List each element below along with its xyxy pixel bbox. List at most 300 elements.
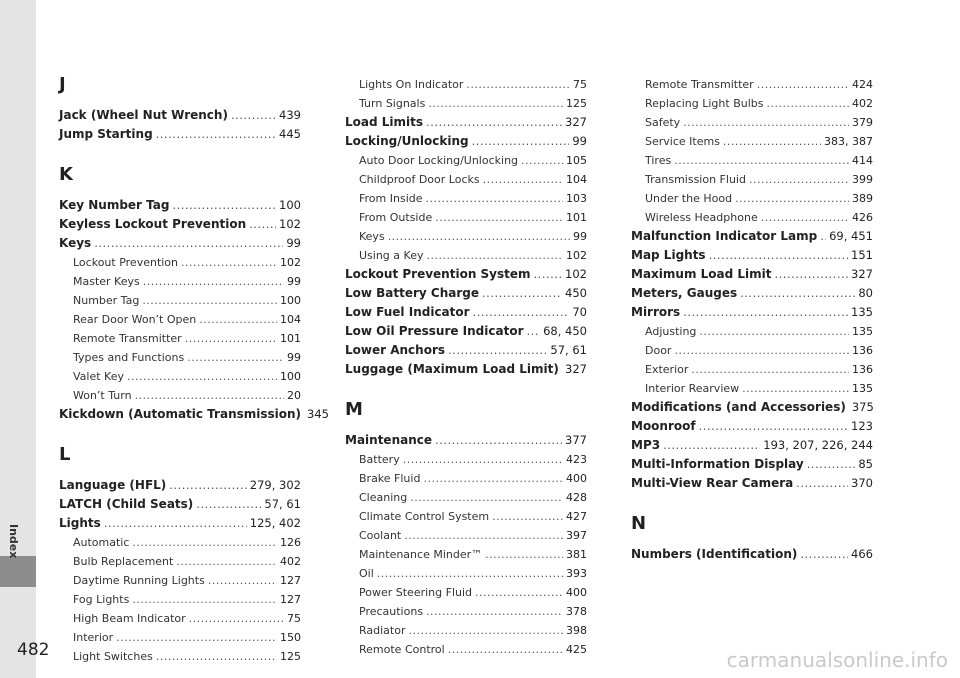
dot-leader xyxy=(761,208,849,227)
entry-term: Safety xyxy=(645,116,681,129)
entry-term: Brake Fluid xyxy=(359,472,421,485)
index-entry xyxy=(59,106,301,125)
index-subentry xyxy=(345,75,587,94)
entry-term: Lights xyxy=(59,516,101,530)
entry-page-refs: 378 xyxy=(566,605,587,618)
dot-leader xyxy=(683,303,848,322)
entry-page-refs: 103 xyxy=(566,192,587,205)
entry-page-refs: 100 xyxy=(279,198,301,212)
dot-leader xyxy=(426,602,563,621)
entry-page-refs: 99 xyxy=(287,351,301,364)
index-subentry xyxy=(345,208,587,227)
dot-leader xyxy=(775,265,849,284)
dot-leader xyxy=(482,284,562,303)
index-entry xyxy=(345,360,587,379)
entry-page-refs: 397 xyxy=(566,529,587,542)
entry-page-refs: 393 xyxy=(566,567,587,580)
index-entry xyxy=(59,495,301,514)
index-column-1 xyxy=(59,0,329,666)
index-subentry xyxy=(345,583,587,602)
dot-leader xyxy=(472,132,570,151)
index-subentry xyxy=(345,564,587,583)
entry-page-refs: 327 xyxy=(565,115,587,129)
entry-term: Keys xyxy=(359,230,385,243)
entry-term: Climate Control System xyxy=(359,510,490,523)
entry-page-refs: 75 xyxy=(573,78,587,91)
entry-term: Childproof Door Locks xyxy=(359,173,480,186)
entry-page-refs: 70 xyxy=(572,305,587,319)
entry-term: Load Limits xyxy=(345,115,424,129)
entry-term: Keyless Lockout Prevention xyxy=(59,217,247,231)
dot-leader xyxy=(176,552,277,571)
entry-page-refs: 193, 207, 226, 244 xyxy=(763,438,873,452)
entry-term: Number Tag xyxy=(73,294,140,307)
dot-leader xyxy=(475,583,563,602)
entry-term: Radiator xyxy=(359,624,406,637)
entry-page-refs: 99 xyxy=(573,230,587,243)
index-tab-marker xyxy=(0,556,36,587)
dot-leader xyxy=(423,469,563,488)
entry-page-refs: 126 xyxy=(280,536,301,549)
entry-page-refs: 439 xyxy=(279,108,301,122)
index-entry xyxy=(59,196,301,215)
index-subentry xyxy=(345,189,587,208)
entry-term: Cleaning xyxy=(359,491,408,504)
index-entry xyxy=(345,431,587,450)
index-subentry xyxy=(345,602,587,621)
index-subentry xyxy=(59,348,301,367)
entry-term: Maintenance Minder™ xyxy=(359,548,483,561)
dot-leader xyxy=(426,113,562,132)
entry-term: Using a Key xyxy=(359,249,424,262)
entry-term: From Inside xyxy=(359,192,423,205)
entry-term: Coolant xyxy=(359,529,402,542)
index-subentry xyxy=(345,621,587,640)
entry-term: Adjusting xyxy=(645,325,697,338)
index-subentry xyxy=(59,533,301,552)
entry-page-refs: 75 xyxy=(287,612,301,625)
dot-leader xyxy=(796,474,848,493)
index-entry xyxy=(631,246,873,265)
index-subentry xyxy=(631,322,873,341)
entry-term: Moonroof xyxy=(631,419,696,433)
dot-leader xyxy=(485,545,563,564)
dot-leader xyxy=(735,189,849,208)
dot-leader xyxy=(185,329,277,348)
entry-term: Turn Signals xyxy=(359,97,426,110)
entry-term: Jump Starting xyxy=(59,127,153,141)
index-letter-heading: J xyxy=(59,74,66,95)
entry-page-refs: 151 xyxy=(851,248,873,262)
dot-leader xyxy=(132,590,277,609)
entry-term: Language (HFL) xyxy=(59,478,167,492)
entry-term: Power Steering Fluid xyxy=(359,586,473,599)
entry-term: Kickdown (Automatic Transmission) xyxy=(59,407,302,421)
entry-term: Keys xyxy=(59,236,92,250)
entry-page-refs: 136 xyxy=(852,363,873,376)
entry-term: Oil xyxy=(359,567,374,580)
entry-term: Rear Door Won’t Open xyxy=(73,313,197,326)
entry-term: Replacing Light Bulbs xyxy=(645,97,764,110)
dot-leader xyxy=(527,322,541,341)
dot-leader xyxy=(674,151,849,170)
index-entry xyxy=(345,265,587,284)
dot-leader xyxy=(435,208,563,227)
entry-term: Lockout Prevention System xyxy=(345,267,531,281)
dot-leader xyxy=(483,170,563,189)
dot-leader xyxy=(196,495,261,514)
dot-leader xyxy=(691,360,849,379)
entry-term: Map Lights xyxy=(631,248,706,262)
index-entry xyxy=(631,398,873,417)
index-subentry xyxy=(59,367,301,386)
index-side-tab xyxy=(0,0,36,678)
entry-term: Transmission Fluid xyxy=(645,173,746,186)
index-entry xyxy=(631,436,873,455)
entry-page-refs: 428 xyxy=(566,491,587,504)
entry-page-refs: 102 xyxy=(280,256,301,269)
entry-page-refs: 466 xyxy=(851,547,873,561)
entry-page-refs: 135 xyxy=(852,325,873,338)
index-subentry xyxy=(59,291,301,310)
entry-term: Tires xyxy=(645,154,672,167)
dot-leader xyxy=(172,196,276,215)
entry-term: Multi-Information Display xyxy=(631,457,804,471)
entry-page-refs: 99 xyxy=(287,275,301,288)
index-entry xyxy=(631,284,873,303)
entry-term: Interior xyxy=(73,631,114,644)
entry-term: Low Battery Charge xyxy=(345,286,480,300)
dot-leader xyxy=(404,526,563,545)
entry-page-refs: 125, 402 xyxy=(249,516,301,530)
entry-term: Wireless Headphone xyxy=(645,211,758,224)
index-subentry xyxy=(631,94,873,113)
index-subentry xyxy=(345,469,587,488)
index-letter-heading: N xyxy=(631,513,647,534)
entry-page-refs: 379 xyxy=(852,116,873,129)
entry-page-refs: 400 xyxy=(566,472,587,485)
entry-term: Bulb Replacement xyxy=(73,555,174,568)
dot-leader xyxy=(521,151,563,170)
entry-term: Types and Functions xyxy=(73,351,185,364)
dot-leader xyxy=(187,348,284,367)
index-entry xyxy=(59,215,301,234)
index-letter-heading: K xyxy=(59,164,73,185)
dot-leader xyxy=(663,436,760,455)
entry-term: LATCH (Child Seats) xyxy=(59,497,194,511)
entry-term: Numbers (Identification) xyxy=(631,547,798,561)
index-entry xyxy=(631,303,873,322)
dot-leader xyxy=(388,227,570,246)
entry-term: Key Number Tag xyxy=(59,198,170,212)
entry-term: MP3 xyxy=(631,438,661,452)
entry-page-refs: 101 xyxy=(280,332,301,345)
dot-leader xyxy=(723,132,821,151)
entry-page-refs: 383, 387 xyxy=(824,135,873,148)
index-subentry xyxy=(345,640,587,659)
entry-page-refs: 102 xyxy=(565,267,587,281)
entry-term: Master Keys xyxy=(73,275,140,288)
entry-page-refs: 389 xyxy=(852,192,873,205)
index-entry xyxy=(345,284,587,303)
index-subentry xyxy=(345,545,587,564)
dot-leader xyxy=(410,488,563,507)
entry-page-refs: 127 xyxy=(280,574,301,587)
entry-term: Precautions xyxy=(359,605,424,618)
index-subentry xyxy=(631,151,873,170)
entry-page-refs: 450 xyxy=(565,286,587,300)
index-entry xyxy=(345,113,587,132)
dot-leader xyxy=(135,386,284,405)
dot-leader xyxy=(800,545,848,564)
index-subentry xyxy=(59,647,301,666)
dot-leader xyxy=(116,628,277,647)
entry-term: Locking/Unlocking xyxy=(345,134,469,148)
entry-term: Under the Hood xyxy=(645,192,733,205)
entry-page-refs: 102 xyxy=(566,249,587,262)
entry-term: Automatic xyxy=(73,536,130,549)
index-subentry xyxy=(59,609,301,628)
dot-leader xyxy=(156,647,277,666)
dot-leader xyxy=(428,94,563,113)
entry-page-refs: 400 xyxy=(566,586,587,599)
entry-page-refs: 402 xyxy=(852,97,873,110)
dot-leader xyxy=(94,234,283,253)
index-subentry xyxy=(631,360,873,379)
index-entry xyxy=(345,322,587,341)
index-entry xyxy=(631,455,873,474)
entry-page-refs: 135 xyxy=(851,305,873,319)
index-subentry xyxy=(345,227,587,246)
entry-term: Mirrors xyxy=(631,305,681,319)
dot-leader xyxy=(208,571,277,590)
entry-term: Remote Transmitter xyxy=(645,78,754,91)
dot-leader xyxy=(156,125,276,144)
index-subentry xyxy=(59,590,301,609)
entry-page-refs: 80 xyxy=(858,286,873,300)
index-subentry xyxy=(631,75,873,94)
index-column-2 xyxy=(345,0,587,659)
entry-page-refs: 398 xyxy=(566,624,587,637)
dot-leader xyxy=(143,272,284,291)
dot-leader xyxy=(231,106,276,125)
index-column-3 xyxy=(631,0,873,564)
index-subentry xyxy=(345,526,587,545)
entry-page-refs: 424 xyxy=(852,78,873,91)
entry-page-refs: 101 xyxy=(566,211,587,224)
dot-leader xyxy=(674,341,849,360)
entry-page-refs: 104 xyxy=(566,173,587,186)
index-subentry xyxy=(59,329,301,348)
entry-page-refs: 57, 61 xyxy=(550,343,587,357)
dot-leader xyxy=(767,94,850,113)
entry-page-refs: 105 xyxy=(566,154,587,167)
entry-term: Door xyxy=(645,344,672,357)
entry-page-refs: 135 xyxy=(852,382,873,395)
dot-leader xyxy=(169,476,247,495)
entry-page-refs: 370 xyxy=(851,476,873,490)
index-letter-heading: L xyxy=(59,444,71,465)
index-subentry xyxy=(631,189,873,208)
dot-leader xyxy=(377,564,563,583)
entry-page-refs: 125 xyxy=(280,650,301,663)
dot-leader xyxy=(473,303,570,322)
dot-leader xyxy=(807,455,856,474)
dot-leader xyxy=(466,75,570,94)
dot-leader xyxy=(142,291,277,310)
entry-page-refs: 381 xyxy=(566,548,587,561)
dot-leader xyxy=(534,265,563,284)
entry-page-refs: 150 xyxy=(280,631,301,644)
entry-term: Meters, Gauges xyxy=(631,286,738,300)
entry-page-refs: 100 xyxy=(280,294,301,307)
entry-term: Low Oil Pressure Indicator xyxy=(345,324,524,338)
index-subentry xyxy=(59,253,301,272)
index-entry xyxy=(345,303,587,322)
entry-page-refs: 279, 302 xyxy=(249,478,301,492)
dot-leader xyxy=(492,507,563,526)
index-entry xyxy=(59,125,301,144)
entry-term: Battery xyxy=(359,453,400,466)
entry-term: Remote Transmitter xyxy=(73,332,182,345)
dot-leader xyxy=(820,227,826,246)
entry-page-refs: 85 xyxy=(858,457,873,471)
entry-page-refs: 375 xyxy=(851,400,874,414)
entry-term: Lights On Indicator xyxy=(359,78,464,91)
index-subentry xyxy=(631,170,873,189)
entry-page-refs: 377 xyxy=(565,433,587,447)
dot-leader xyxy=(409,621,564,640)
entry-term: Malfunction Indicator Lamp xyxy=(631,229,818,243)
entry-page-refs: 136 xyxy=(852,344,873,357)
entry-page-refs: 427 xyxy=(566,510,587,523)
entry-page-refs: 426 xyxy=(852,211,873,224)
dot-leader xyxy=(699,417,848,436)
index-subentry xyxy=(345,151,587,170)
entry-term: Maximum Load Limit xyxy=(631,267,772,281)
entry-term: Lower Anchors xyxy=(345,343,446,357)
entry-term: Service Items xyxy=(645,135,720,148)
index-subentry xyxy=(59,552,301,571)
entry-term: Remote Control xyxy=(359,643,445,656)
entry-term: Won’t Turn xyxy=(73,389,132,402)
dot-leader xyxy=(749,170,849,189)
entry-page-refs: 402 xyxy=(280,555,301,568)
index-subentry xyxy=(59,628,301,647)
entry-page-refs: 99 xyxy=(286,236,301,250)
entry-page-refs: 445 xyxy=(279,127,301,141)
index-entry xyxy=(59,405,329,424)
index-entry xyxy=(59,476,301,495)
dot-leader xyxy=(683,113,849,132)
entry-page-refs: 102 xyxy=(279,217,301,231)
entry-term: Low Fuel Indicator xyxy=(345,305,470,319)
dot-leader xyxy=(448,341,547,360)
dot-leader xyxy=(757,75,849,94)
index-subentry xyxy=(345,488,587,507)
index-subentry xyxy=(631,113,873,132)
index-letter-heading: M xyxy=(345,399,363,420)
entry-term: Interior Rearview xyxy=(645,382,740,395)
index-subentry xyxy=(345,450,587,469)
entry-page-refs: 425 xyxy=(566,643,587,656)
index-tab-label: Index xyxy=(7,524,20,559)
entry-page-refs: 414 xyxy=(852,154,873,167)
dot-leader xyxy=(104,514,247,533)
entry-term: Light Switches xyxy=(73,650,153,663)
entry-page-refs: 327 xyxy=(851,267,873,281)
entry-term: Luggage (Maximum Load Limit) xyxy=(345,362,559,376)
index-entry xyxy=(59,234,301,253)
index-subentry xyxy=(345,507,587,526)
entry-page-refs: 20 xyxy=(287,389,301,402)
dot-leader xyxy=(127,367,277,386)
index-subentry xyxy=(59,310,301,329)
dot-leader xyxy=(426,246,563,265)
index-subentry xyxy=(345,94,587,113)
entry-term: Valet Key xyxy=(73,370,124,383)
page-number: 482 xyxy=(17,640,50,660)
index-subentry xyxy=(631,132,873,151)
entry-page-refs: 327 xyxy=(565,362,587,376)
entry-term: Modifications (and Accessories) xyxy=(631,400,846,414)
entry-page-refs: 125 xyxy=(566,97,587,110)
index-subentry xyxy=(59,386,301,405)
index-entry xyxy=(631,417,873,436)
dot-leader xyxy=(448,640,563,659)
entry-term: Exterior xyxy=(645,363,689,376)
entry-page-refs: 104 xyxy=(280,313,301,326)
dot-leader xyxy=(132,533,277,552)
entry-page-refs: 345 xyxy=(307,407,329,421)
dot-leader xyxy=(742,379,849,398)
entry-page-refs: 100 xyxy=(280,370,301,383)
index-subentry xyxy=(631,208,873,227)
entry-page-refs: 127 xyxy=(280,593,301,606)
index-entry xyxy=(345,132,587,151)
index-entry xyxy=(631,474,873,493)
dot-leader xyxy=(199,310,277,329)
index-entry xyxy=(59,514,301,533)
dot-leader xyxy=(403,450,563,469)
dot-leader xyxy=(699,322,849,341)
entry-page-refs: 423 xyxy=(566,453,587,466)
entry-page-refs: 99 xyxy=(572,134,587,148)
index-entry xyxy=(631,227,873,246)
entry-term: From Outside xyxy=(359,211,433,224)
dot-leader xyxy=(426,189,563,208)
index-entry xyxy=(345,341,587,360)
index-entry xyxy=(631,545,873,564)
index-subentry xyxy=(345,170,587,189)
watermark: carmanualsonline.info xyxy=(726,648,948,672)
dot-leader xyxy=(181,253,277,272)
index-entry xyxy=(631,265,873,284)
entry-page-refs: 57, 61 xyxy=(264,497,301,511)
dot-leader xyxy=(189,609,284,628)
dot-leader xyxy=(740,284,855,303)
dot-leader xyxy=(709,246,848,265)
entry-term: Multi-View Rear Camera xyxy=(631,476,794,490)
index-subentry xyxy=(59,571,301,590)
index-subentry xyxy=(631,379,873,398)
entry-page-refs: 68, 450 xyxy=(543,324,587,338)
index-subentry xyxy=(59,272,301,291)
dot-leader xyxy=(435,431,562,450)
entry-page-refs: 69, 451 xyxy=(829,229,873,243)
entry-page-refs: 399 xyxy=(852,173,873,186)
index-subentry xyxy=(345,246,587,265)
